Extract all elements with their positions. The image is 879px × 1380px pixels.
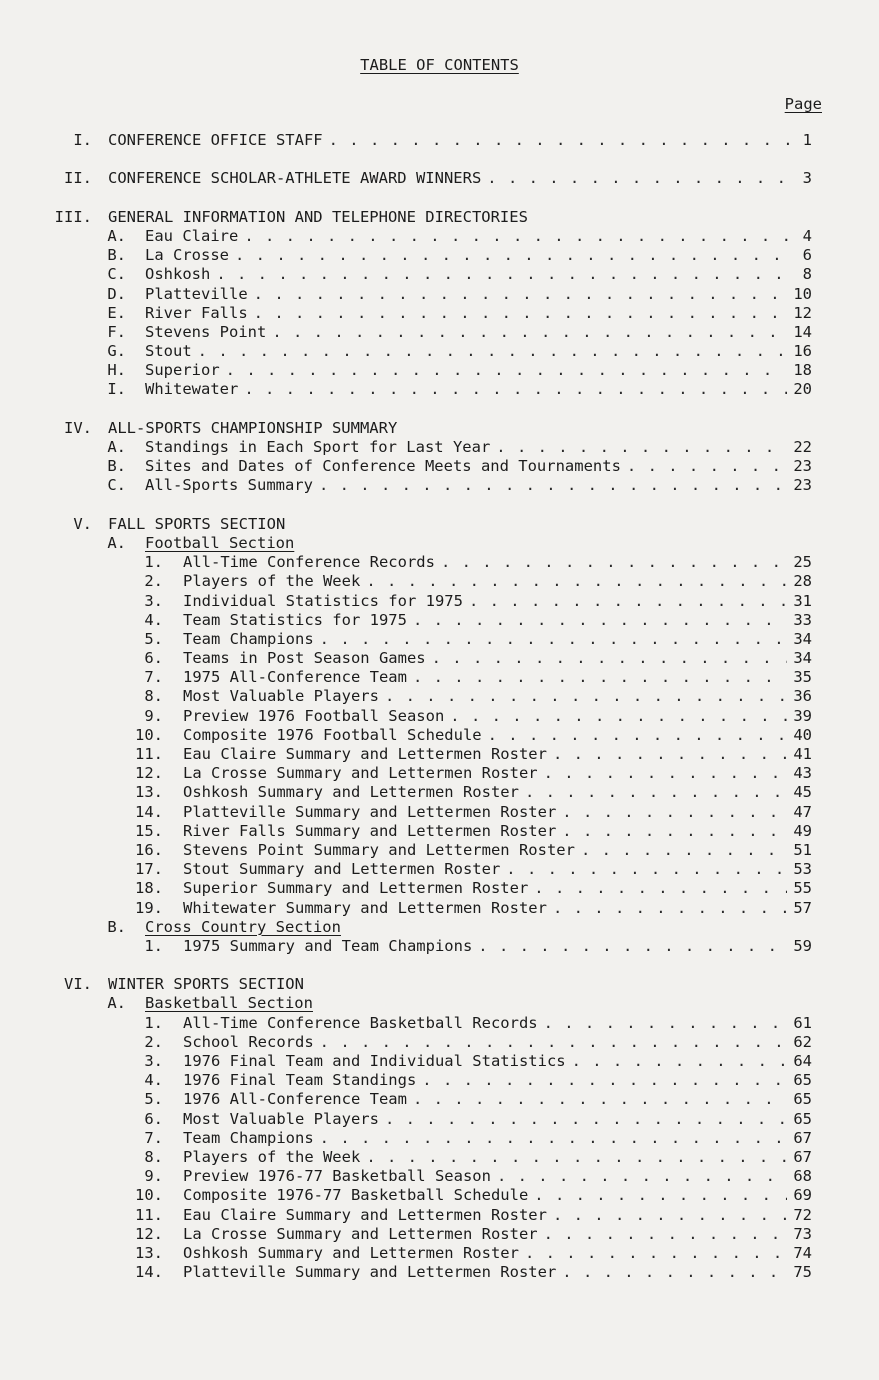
dot-leader [488,726,788,745]
dot-leader [422,1071,787,1090]
toc-entry [0,1263,812,1282]
dot-leader [432,649,788,668]
toc-entry-title: Most Valuable Players [183,687,379,706]
dot-leader [320,1129,788,1148]
toc-entry-title: 1975 All-Conference Team [183,668,407,687]
toc-entry [0,476,812,495]
toc-entry [0,918,812,937]
toc-entry-title: Team Champions [183,1128,314,1147]
toc-entry [0,975,812,994]
dot-leader [366,572,787,591]
toc-entry-number: 11. [135,1205,163,1224]
toc-entry-title: Teams in Post Season Games [183,649,426,668]
toc-entry-page: 55 [793,879,812,898]
dot-leader [469,592,787,611]
dot-leader [320,1033,788,1052]
toc-entry-number: 18. [135,879,163,898]
toc-entry [0,1071,812,1090]
toc-entry [0,553,812,572]
toc-entry-title: River Falls [145,303,248,322]
toc-entry-number: 14. [135,802,163,821]
toc-entry [0,687,812,706]
toc-entry-title: Platteville Summary and Lettermen Roster [183,1263,557,1282]
dot-leader [413,668,787,687]
toc-entry-title: Standings in Each Sport for Last Year [145,438,491,456]
toc-entry-title: Preview 1976-77 Basketball Season [183,1167,491,1186]
dot-leader [226,361,788,380]
toc-entry-number: 5. [144,629,163,648]
toc-entry-page: 73 [793,1224,812,1243]
toc-entry [0,783,812,802]
toc-entry-title: 1975 Summary and Team Champions [183,936,473,955]
toc-entry [0,764,812,783]
dot-leader [441,553,787,572]
toc-entry-page: 14 [793,322,812,341]
toc-entry-page: 59 [793,936,812,955]
toc-entry-page: 23 [793,457,812,476]
toc-entry-number: 13. [135,1243,163,1262]
toc-entry [0,361,812,380]
toc-entry-page: 72 [793,1205,812,1224]
toc-entry-number: IV. [64,418,92,437]
toc-entry-number: 1. [144,936,163,955]
toc-entry [0,1244,812,1263]
toc-entry-page: 41 [793,745,812,763]
toc-entry-title: Platteville [145,284,248,303]
toc-entry-page: 61 [793,1013,812,1032]
toc-entry [0,726,812,745]
toc-entry-number: D. [107,284,126,303]
toc-entry-page: 12 [793,303,812,322]
toc-entry-number: 15. [135,821,163,840]
toc-entry-number: VI. [64,975,92,994]
toc-entry-number: E. [107,303,126,322]
toc-entry-page: 39 [793,706,812,725]
toc-entry-page: 8 [802,265,812,284]
dot-leader [413,611,787,630]
toc-entry [0,860,812,879]
toc-entry-title: Team Statistics for 1975 [183,610,407,629]
toc-entry-number: V. [73,514,92,533]
toc-entry-number: I. [73,131,92,149]
toc-entry-title: Most Valuable Players [183,1109,379,1128]
toc-entry-page: 33 [793,610,812,629]
toc-entry-number: G. [107,342,126,361]
dot-leader [544,1014,788,1033]
toc-entry [0,323,812,342]
toc-entry [0,131,812,150]
toc-entry-number: 11. [135,745,163,763]
toc-entry [0,630,812,649]
dot-leader [487,169,796,188]
dot-leader [320,630,788,649]
dot-leader [235,246,796,265]
toc-entry-number: 4. [144,610,163,629]
toc-entry-number: 8. [144,1147,163,1166]
toc-entry-title: Eau Claire Summary and Lettermen Roster [183,1205,547,1224]
toc-entry-number: 13. [135,783,163,802]
toc-entry-title: Eau Claire [145,226,239,245]
toc-entry-title: Eau Claire Summary and Lettermen Roster [183,745,547,763]
toc-entry [0,1110,812,1129]
toc-entry-number: A. [107,533,126,552]
toc-entry [0,1186,812,1205]
toc-entry-number: B. [107,246,126,265]
toc-entry-page: 25 [793,553,812,572]
dot-leader [319,476,787,495]
toc-entry-title: Composite 1976-77 Basketball Schedule [183,1186,529,1205]
toc-entry-page: 3 [802,169,812,188]
toc-entry-number: 4. [144,1071,163,1090]
toc-entry-number: I. [107,380,126,399]
toc-entry-number: 12. [135,1224,163,1243]
toc-entry [0,265,812,284]
toc-entry-number: 7. [144,668,163,687]
toc-entry-page: 45 [793,783,812,802]
dot-leader [525,783,787,802]
toc-entry-title: GENERAL INFORMATION AND TELEPHONE DIRECTORIES [108,207,528,226]
dot-leader [385,687,787,706]
toc-entry-number: 17. [135,860,163,879]
toc-entry [0,534,812,553]
toc-entry [0,304,812,323]
toc-entry [0,438,812,457]
dot-leader [329,131,796,150]
dot-leader [254,285,788,304]
toc-entry-title: Whitewater Summary and Lettermen Roster [183,898,547,917]
toc-entry [0,879,812,898]
toc-entry-page: 6 [802,246,812,265]
dot-leader [366,1148,787,1167]
toc-entry-title: All-Time Conference Basketball Records [183,1013,538,1032]
toc-entry-page: 18 [793,361,812,380]
toc-entry-number: 5. [144,1090,163,1109]
toc-entry-title: Individual Statistics for 1975 [183,591,463,610]
toc-entry [0,342,812,361]
toc-entry-page: 65 [793,1109,812,1128]
dot-leader [562,1263,787,1282]
toc-entry [0,169,812,188]
toc-entry [0,1129,812,1148]
toc-entry [0,1206,812,1225]
toc-entry-page: 22 [793,438,812,456]
toc-entry-title: La Crosse [145,246,229,265]
toc-entry-number: A. [107,994,126,1013]
toc-entry-page: 51 [793,840,812,859]
toc-entry-number: 7. [144,1128,163,1147]
toc-entry-number: C. [107,476,126,495]
toc-entry-page: 57 [793,898,812,917]
toc-entry-number: 16. [135,840,163,859]
toc-entry [0,841,812,860]
toc-entry-title: Composite 1976 Football Schedule [183,725,482,744]
dot-leader [553,899,787,918]
toc-entry-page: 62 [793,1032,812,1051]
toc-entry [0,227,812,246]
toc-entry-number: 14. [135,1263,163,1282]
toc-entry-title: FALL SPORTS SECTION [108,514,286,533]
toc-entry-number: 19. [135,898,163,917]
toc-entry [0,246,812,265]
toc-entry [0,822,812,841]
toc-entry-title: La Crosse Summary and Lettermen Roster [183,764,538,783]
toc-entry-title: 1976 All-Conference Team [183,1090,407,1109]
toc-entry-number: F. [107,322,126,341]
toc-entry-title: Whitewater [145,380,239,399]
toc-entry [0,611,812,630]
toc-entry [0,1033,812,1052]
toc-entry-title: Basketball Section [145,994,313,1013]
toc-entry [0,745,812,764]
toc-entry [0,1148,812,1167]
toc-entry-page: 74 [793,1243,812,1262]
dot-leader [534,1186,787,1205]
toc-entry-title: All-Time Conference Records [183,553,435,572]
toc-entry-title: La Crosse Summary and Lettermen Roster [183,1224,538,1243]
table-of-contents [0,131,879,1282]
toc-entry-page: 67 [793,1128,812,1147]
dot-leader [544,764,788,783]
toc-entry-page: 64 [793,1052,812,1070]
dot-leader [478,937,787,956]
toc-entry [0,1052,812,1071]
toc-entry-title: WINTER SPORTS SECTION [108,975,304,994]
toc-entry-page: 68 [793,1167,812,1186]
dot-leader [506,860,787,879]
page-title: TABLE OF CONTENTS [360,56,519,74]
toc-entry-number: III. [54,207,92,226]
dot-leader [553,745,787,764]
toc-entry [0,457,812,476]
toc-entry-title: ALL-SPORTS CHAMPIONSHIP SUMMARY [108,418,398,437]
toc-entry-number: B. [107,457,126,476]
toc-entry [0,1014,812,1033]
toc-entry-page: 16 [793,342,812,361]
toc-entry-page: 35 [793,668,812,687]
toc-entry-page: 34 [793,629,812,648]
toc-entry-title: Oshkosh Summary and Lettermen Roster [183,783,519,802]
toc-entry-number: 3. [144,591,163,610]
toc-entry-page: 36 [793,687,812,706]
toc-entry [0,1090,812,1109]
toc-entry [0,380,812,399]
toc-entry-page: 53 [793,860,812,879]
dot-leader [216,265,796,284]
dot-leader [581,841,787,860]
page-column-header: Page [784,95,822,113]
toc-entry-title: Football Section [145,533,295,552]
toc-entry-page: 65 [793,1071,812,1090]
toc-entry-page: 40 [793,725,812,744]
toc-entry [0,803,812,822]
toc-entry-number: II. [64,169,92,188]
toc-entry [0,515,812,534]
toc-entry [0,1225,812,1244]
toc-entry-title: CONFERENCE OFFICE STAFF [108,131,323,149]
dot-leader [385,1110,787,1129]
toc-entry-title: CONFERENCE SCHOLAR-ATHLETE AWARD WINNERS [108,169,482,188]
toc-entry-title: Superior Summary and Lettermen Roster [183,879,529,898]
dot-leader [572,1052,788,1071]
dot-leader [413,1090,787,1109]
toc-entry-title: Stevens Point [145,322,267,341]
toc-entry-number: 2. [144,572,163,591]
toc-entry-title: Oshkosh [145,265,211,284]
dot-leader [553,1206,787,1225]
toc-entry [0,1167,812,1186]
toc-entry-title: Stout [145,342,192,361]
toc-entry-number: A. [107,438,126,456]
toc-entry [0,208,812,227]
toc-entry-number: 10. [135,725,163,744]
toc-entry-page: 10 [793,284,812,303]
toc-entry-page: 69 [793,1186,812,1205]
dot-leader [198,342,788,361]
toc-entry-title: Players of the Week [183,1147,361,1166]
dot-leader [497,1167,787,1186]
toc-entry-page: 43 [793,764,812,783]
toc-entry-number: A. [107,226,126,245]
toc-entry-page: 67 [793,1147,812,1166]
dot-leader [244,227,796,246]
toc-entry [0,419,812,438]
toc-entry-number: 8. [144,687,163,706]
dot-leader [254,304,788,323]
toc-entry-title: Superior [145,361,220,380]
dot-leader [544,1225,788,1244]
toc-entry-page: 31 [793,591,812,610]
toc-entry-number: 10. [135,1186,163,1205]
toc-entry-title: Oshkosh Summary and Lettermen Roster [183,1243,519,1262]
toc-entry [0,707,812,726]
toc-entry-title: Platteville Summary and Lettermen Roster [183,802,557,821]
toc-entry [0,668,812,687]
dot-leader [562,803,787,822]
toc-entry-title: School Records [183,1032,314,1051]
toc-entry-page: 28 [793,572,812,591]
toc-entry-title: All-Sports Summary [145,476,313,495]
toc-entry-title: Team Champions [183,629,314,648]
toc-entry-title: 1976 Final Team and Individual Statistics [183,1052,566,1070]
toc-entry-page: 23 [793,476,812,495]
dot-leader [534,879,787,898]
toc-entry [0,592,812,611]
toc-entry [0,285,812,304]
toc-entry-page: 75 [793,1263,812,1282]
toc-entry-number: 6. [144,649,163,668]
toc-entry-number: 12. [135,764,163,783]
toc-entry-title: Stevens Point Summary and Lettermen Roster [183,840,575,859]
toc-entry-number: 2. [144,1032,163,1051]
dot-leader [627,457,787,476]
toc-entry-page: 4 [802,226,812,245]
toc-entry-title: 1976 Final Team Standings [183,1071,417,1090]
toc-entry-title: River Falls Summary and Lettermen Roster [183,821,557,840]
toc-entry-page: 49 [793,821,812,840]
toc-entry-number: 3. [144,1052,163,1070]
toc-entry-page: 1 [802,131,812,149]
toc-entry-title: Players of the Week [183,572,361,591]
toc-entry-number: 1. [144,553,163,572]
toc-entry [0,899,812,918]
toc-entry-number: B. [107,917,126,936]
toc-entry-page: 47 [793,802,812,821]
toc-entry [0,572,812,591]
toc-entry-page: 65 [793,1090,812,1109]
toc-entry [0,649,812,668]
dot-leader [496,438,787,457]
dot-leader [562,822,787,841]
dot-leader [244,380,787,399]
toc-entry-number: 9. [144,706,163,725]
toc-entry-title: Cross Country Section [145,917,341,936]
toc-entry-page: 20 [793,380,812,399]
toc-entry-number: C. [107,265,126,284]
toc-entry-number: H. [107,361,126,380]
toc-entry-title: Stout Summary and Lettermen Roster [183,860,501,879]
toc-entry-title: Sites and Dates of Conference Meets and Tournaments [145,457,621,476]
dot-leader [272,323,787,342]
toc-entry-number: 6. [144,1109,163,1128]
toc-entry-number: 1. [144,1013,163,1032]
toc-entry-title: Preview 1976 Football Season [183,706,445,725]
toc-entry [0,994,812,1013]
toc-entry-number: 9. [144,1167,163,1186]
dot-leader [525,1244,787,1263]
dot-leader [450,707,787,726]
toc-entry [0,937,812,956]
toc-entry-page: 34 [793,649,812,668]
